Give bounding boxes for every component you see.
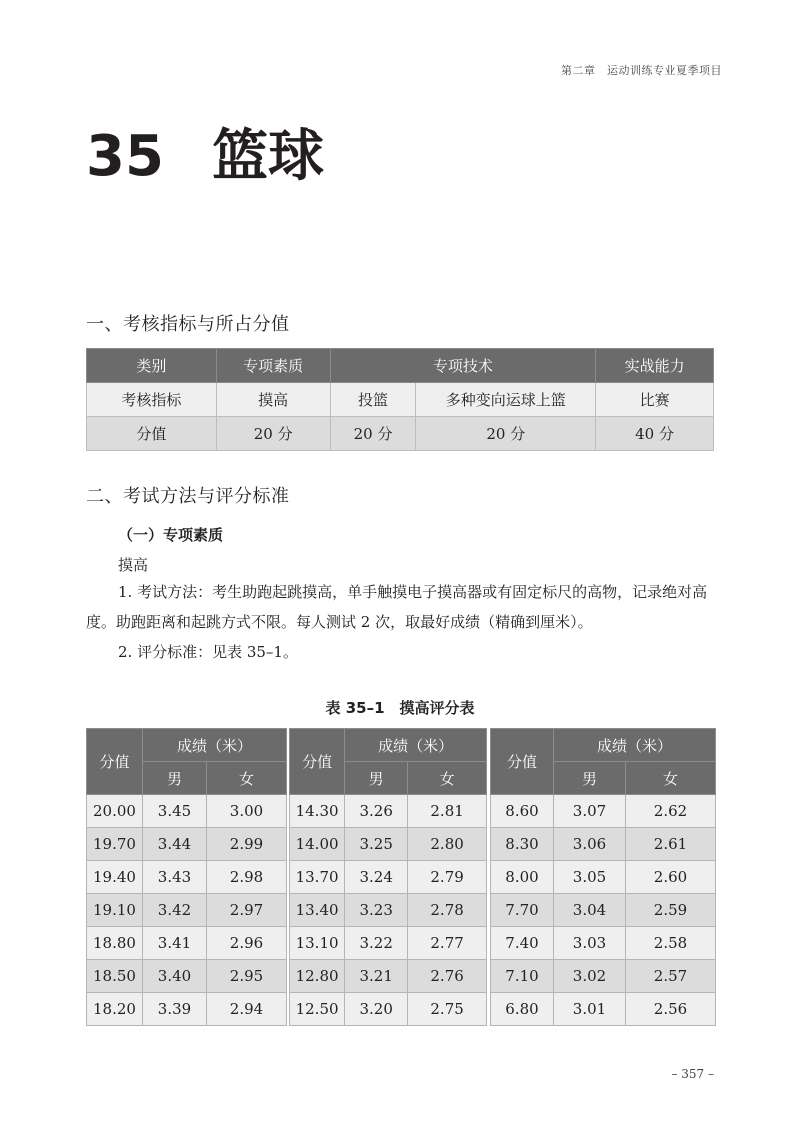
- header-cell-male: 男: [143, 762, 207, 795]
- table-row: [290, 894, 487, 927]
- chapter-title: [86, 122, 324, 192]
- table-cell: 投篮: [330, 383, 416, 417]
- table-cell: 2.78: [408, 894, 487, 927]
- table-cell: 3.41: [143, 927, 207, 960]
- table-cell: 40 分: [596, 417, 714, 451]
- sub-heading: （一）专项素质: [118, 526, 224, 544]
- table-cell: 2.95: [207, 960, 287, 993]
- table-cell: 3.03: [554, 927, 626, 960]
- table-row: [290, 828, 487, 861]
- table-cell: 3.39: [143, 993, 207, 1026]
- table-row: [87, 417, 714, 451]
- section-heading-2: 二、考试方法与评分标准: [86, 486, 290, 507]
- page-number: – 357 –: [671, 1067, 714, 1081]
- table-header-row: [290, 729, 487, 762]
- table-cell: 2.61: [626, 828, 716, 861]
- table-cell: 3.45: [143, 795, 207, 828]
- table-cell: 3.20: [345, 993, 408, 1026]
- table-cell: 3.43: [143, 861, 207, 894]
- chapter-number: 35: [86, 124, 164, 189]
- table-cell: 18.50: [87, 960, 143, 993]
- table-cell: 3.25: [345, 828, 408, 861]
- touch-height-table-block-1: [86, 728, 287, 1026]
- item-name: 摸高: [118, 556, 149, 574]
- table-cell: 3.02: [554, 960, 626, 993]
- header-cell-female: 女: [408, 762, 487, 795]
- table-row: [290, 927, 487, 960]
- touch-height-table-block-2: [289, 728, 487, 1026]
- table-row: [491, 927, 716, 960]
- table-cell: 8.30: [491, 828, 554, 861]
- table-row: [491, 993, 716, 1026]
- table-row: [87, 828, 287, 861]
- table-cell: 3.22: [345, 927, 408, 960]
- header-cell-male: 男: [345, 762, 408, 795]
- table-row: [87, 993, 287, 1026]
- header-cell: 专项技术: [330, 349, 596, 383]
- header-cell-result: 成绩（米）: [143, 729, 287, 762]
- header-cell-score: 分值: [87, 729, 143, 795]
- table-row: [87, 383, 714, 417]
- table-cell: 2.58: [626, 927, 716, 960]
- table-cell: 3.05: [554, 861, 626, 894]
- table-cell: 3.44: [143, 828, 207, 861]
- table-cell: 2.98: [207, 861, 287, 894]
- table-cell: 2.96: [207, 927, 287, 960]
- table-cell: 比赛: [596, 383, 714, 417]
- table-cell: 6.80: [491, 993, 554, 1026]
- table-cell: 12.80: [290, 960, 345, 993]
- table-cell: 3.07: [554, 795, 626, 828]
- table-cell: 7.10: [491, 960, 554, 993]
- table-cell: 7.70: [491, 894, 554, 927]
- table-row: [491, 894, 716, 927]
- table-row: [290, 993, 487, 1026]
- table-row: [87, 960, 287, 993]
- chapter-name: 篮球: [212, 124, 324, 189]
- header-cell-result: 成绩（米）: [554, 729, 716, 762]
- header-cell-score: 分值: [290, 729, 345, 795]
- table-cell: 3.40: [143, 960, 207, 993]
- table-cell: 2.79: [408, 861, 487, 894]
- header-cell-female: 女: [626, 762, 716, 795]
- table-cell: 14.00: [290, 828, 345, 861]
- table-cell: 20 分: [330, 417, 416, 451]
- table-cell: 2.59: [626, 894, 716, 927]
- table-cell: 14.30: [290, 795, 345, 828]
- table-row: [87, 894, 287, 927]
- table-cell: 7.40: [491, 927, 554, 960]
- touch-height-table-block-3: [490, 728, 716, 1026]
- table-cell: 2.81: [408, 795, 487, 828]
- table-cell: 19.70: [87, 828, 143, 861]
- table-cell: 3.04: [554, 894, 626, 927]
- header-cell-male: 男: [554, 762, 626, 795]
- table-cell: 13.10: [290, 927, 345, 960]
- table-header-row: [491, 729, 716, 762]
- table-row: [87, 861, 287, 894]
- table-cell: 3.01: [554, 993, 626, 1026]
- table-row: [491, 861, 716, 894]
- table-cell: 3.42: [143, 894, 207, 927]
- table-cell: 2.80: [408, 828, 487, 861]
- table-cell: 考核指标: [87, 383, 217, 417]
- table-row: [87, 795, 287, 828]
- table-cell: 20.00: [87, 795, 143, 828]
- table-cell: 2.94: [207, 993, 287, 1026]
- paragraph-scoring-standard: 2. 评分标准：见表 35–1。: [118, 643, 298, 661]
- header-cell-result: 成绩（米）: [345, 729, 487, 762]
- paragraph-test-method: 1. 考试方法：考生助跑起跳摸高，单手触摸电子摸高器或有固定标尺的高物，记录绝对高度。助跑距离和起跳方式不限。每人测试 2 次，取最好成绩（精确到厘米）。: [86, 583, 708, 631]
- table-cell: 2.75: [408, 993, 487, 1026]
- table-row: [290, 960, 487, 993]
- table-row: [87, 927, 287, 960]
- table-cell: 2.56: [626, 993, 716, 1026]
- table-cell: 摸高: [216, 383, 330, 417]
- table-cell: 18.80: [87, 927, 143, 960]
- table-cell: 20 分: [216, 417, 330, 451]
- table-caption: 表 35–1 摸高评分表: [325, 699, 475, 717]
- table-row: [491, 828, 716, 861]
- table-cell: 8.60: [491, 795, 554, 828]
- table-cell: 3.23: [345, 894, 408, 927]
- header-cell: 专项素质: [216, 349, 330, 383]
- table-cell: 3.24: [345, 861, 408, 894]
- table-cell: 19.40: [87, 861, 143, 894]
- table-cell: 3.00: [207, 795, 287, 828]
- table-row: [290, 795, 487, 828]
- header-cell-score: 分值: [491, 729, 554, 795]
- table-cell: 3.26: [345, 795, 408, 828]
- table-cell: 分值: [87, 417, 217, 451]
- table-cell: 8.00: [491, 861, 554, 894]
- table-cell: 20 分: [416, 417, 596, 451]
- table-cell: 13.70: [290, 861, 345, 894]
- running-head: 第二章 运动训练专业夏季项目: [561, 64, 722, 77]
- table-cell: 多种变向运球上篮: [416, 383, 596, 417]
- table-cell: 2.62: [626, 795, 716, 828]
- table-cell: 19.10: [87, 894, 143, 927]
- table-cell: 18.20: [87, 993, 143, 1026]
- table-cell: 3.21: [345, 960, 408, 993]
- header-cell: 类别: [87, 349, 217, 383]
- table-row: [491, 960, 716, 993]
- table-cell: 2.97: [207, 894, 287, 927]
- table-cell: 2.77: [408, 927, 487, 960]
- table-row: [491, 795, 716, 828]
- score-weight-table: [86, 348, 714, 451]
- section-heading-1: 一、考核指标与所占分值: [86, 314, 290, 335]
- table-cell: 13.40: [290, 894, 345, 927]
- table-header-row: [87, 349, 714, 383]
- table-row: [290, 861, 487, 894]
- table-header-row: [87, 729, 287, 762]
- table-cell: 2.57: [626, 960, 716, 993]
- table-cell: 12.50: [290, 993, 345, 1026]
- table-cell: 2.76: [408, 960, 487, 993]
- header-cell: 实战能力: [596, 349, 714, 383]
- table-cell: 2.60: [626, 861, 716, 894]
- header-cell-female: 女: [207, 762, 287, 795]
- table-cell: 3.06: [554, 828, 626, 861]
- table-cell: 2.99: [207, 828, 287, 861]
